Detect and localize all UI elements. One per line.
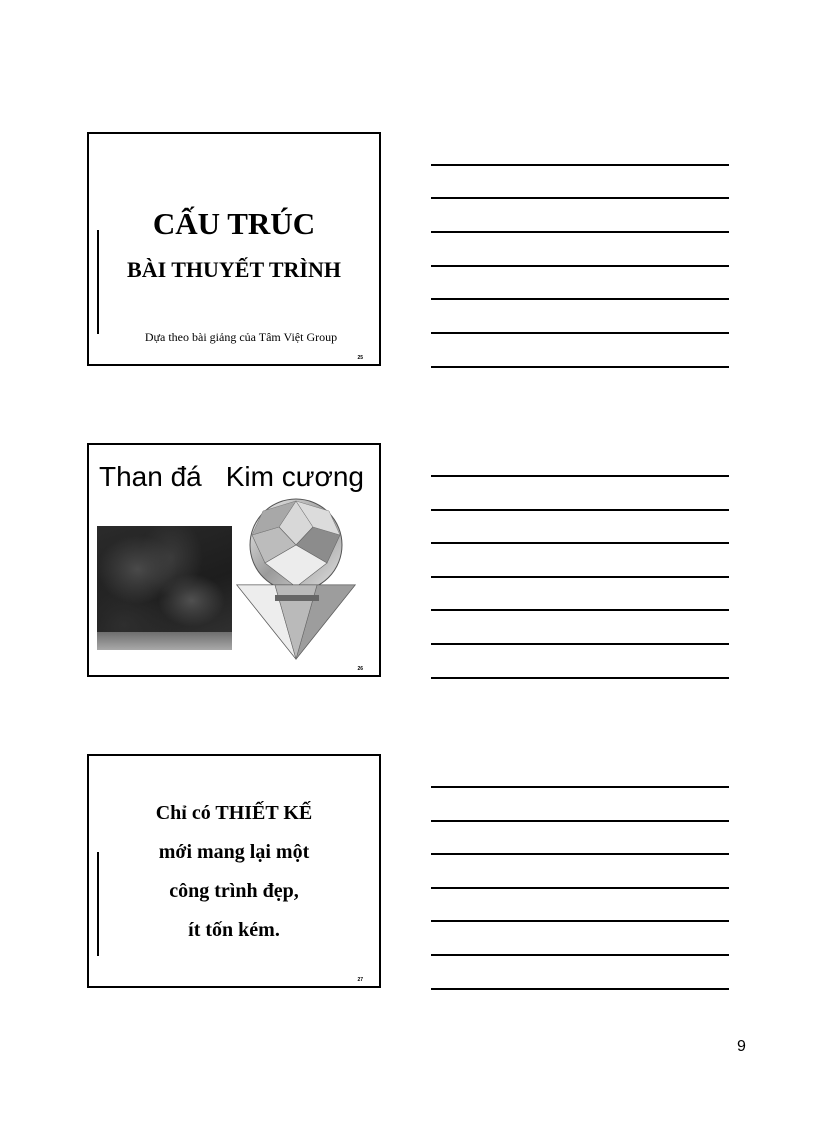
note-line [431,954,729,956]
slide-26 [87,443,381,677]
slide-body [129,794,339,950]
body-line: công trình đẹp, [169,880,299,902]
slide-25 [87,132,381,366]
slide-number: 25 [357,355,363,361]
body-line: Chỉ có THIẾT KẾ [155,802,313,824]
note-line [431,786,729,788]
slide-27 [87,754,381,988]
note-line [431,542,729,544]
diamond-image [235,497,357,665]
note-line [431,576,729,578]
note-line [431,920,729,922]
note-line [431,332,729,334]
coal-image [97,526,232,650]
decorative-bar [97,852,99,956]
note-line [431,475,729,477]
note-line [431,366,729,368]
heading-diamond-label: Kim cương [225,461,364,492]
note-line [431,677,729,679]
note-line [431,820,729,822]
body-line: mới mang lại một [158,841,310,863]
slide-number: 27 [357,977,363,983]
slide-credit: Dựa theo bài giảng của Tâm Việt Group [144,330,338,344]
note-line [431,609,729,611]
page-number: 9 [737,1038,746,1055]
note-line [431,164,729,166]
slide-subtitle: BÀI THUYẾT TRÌNH [127,257,341,282]
note-line [431,231,729,233]
note-line [431,887,729,889]
slide-title: CẤU TRÚC [152,206,316,241]
note-line [431,298,729,300]
note-line [431,988,729,990]
slide-number: 26 [357,666,363,672]
heading-coal-label: Than đá [99,461,202,492]
note-line [431,509,729,511]
note-line [431,265,729,267]
slide-heading [99,461,379,493]
note-line [431,643,729,645]
body-line: ít tốn kém. [188,919,280,941]
note-line [431,853,729,855]
note-line [431,197,729,199]
